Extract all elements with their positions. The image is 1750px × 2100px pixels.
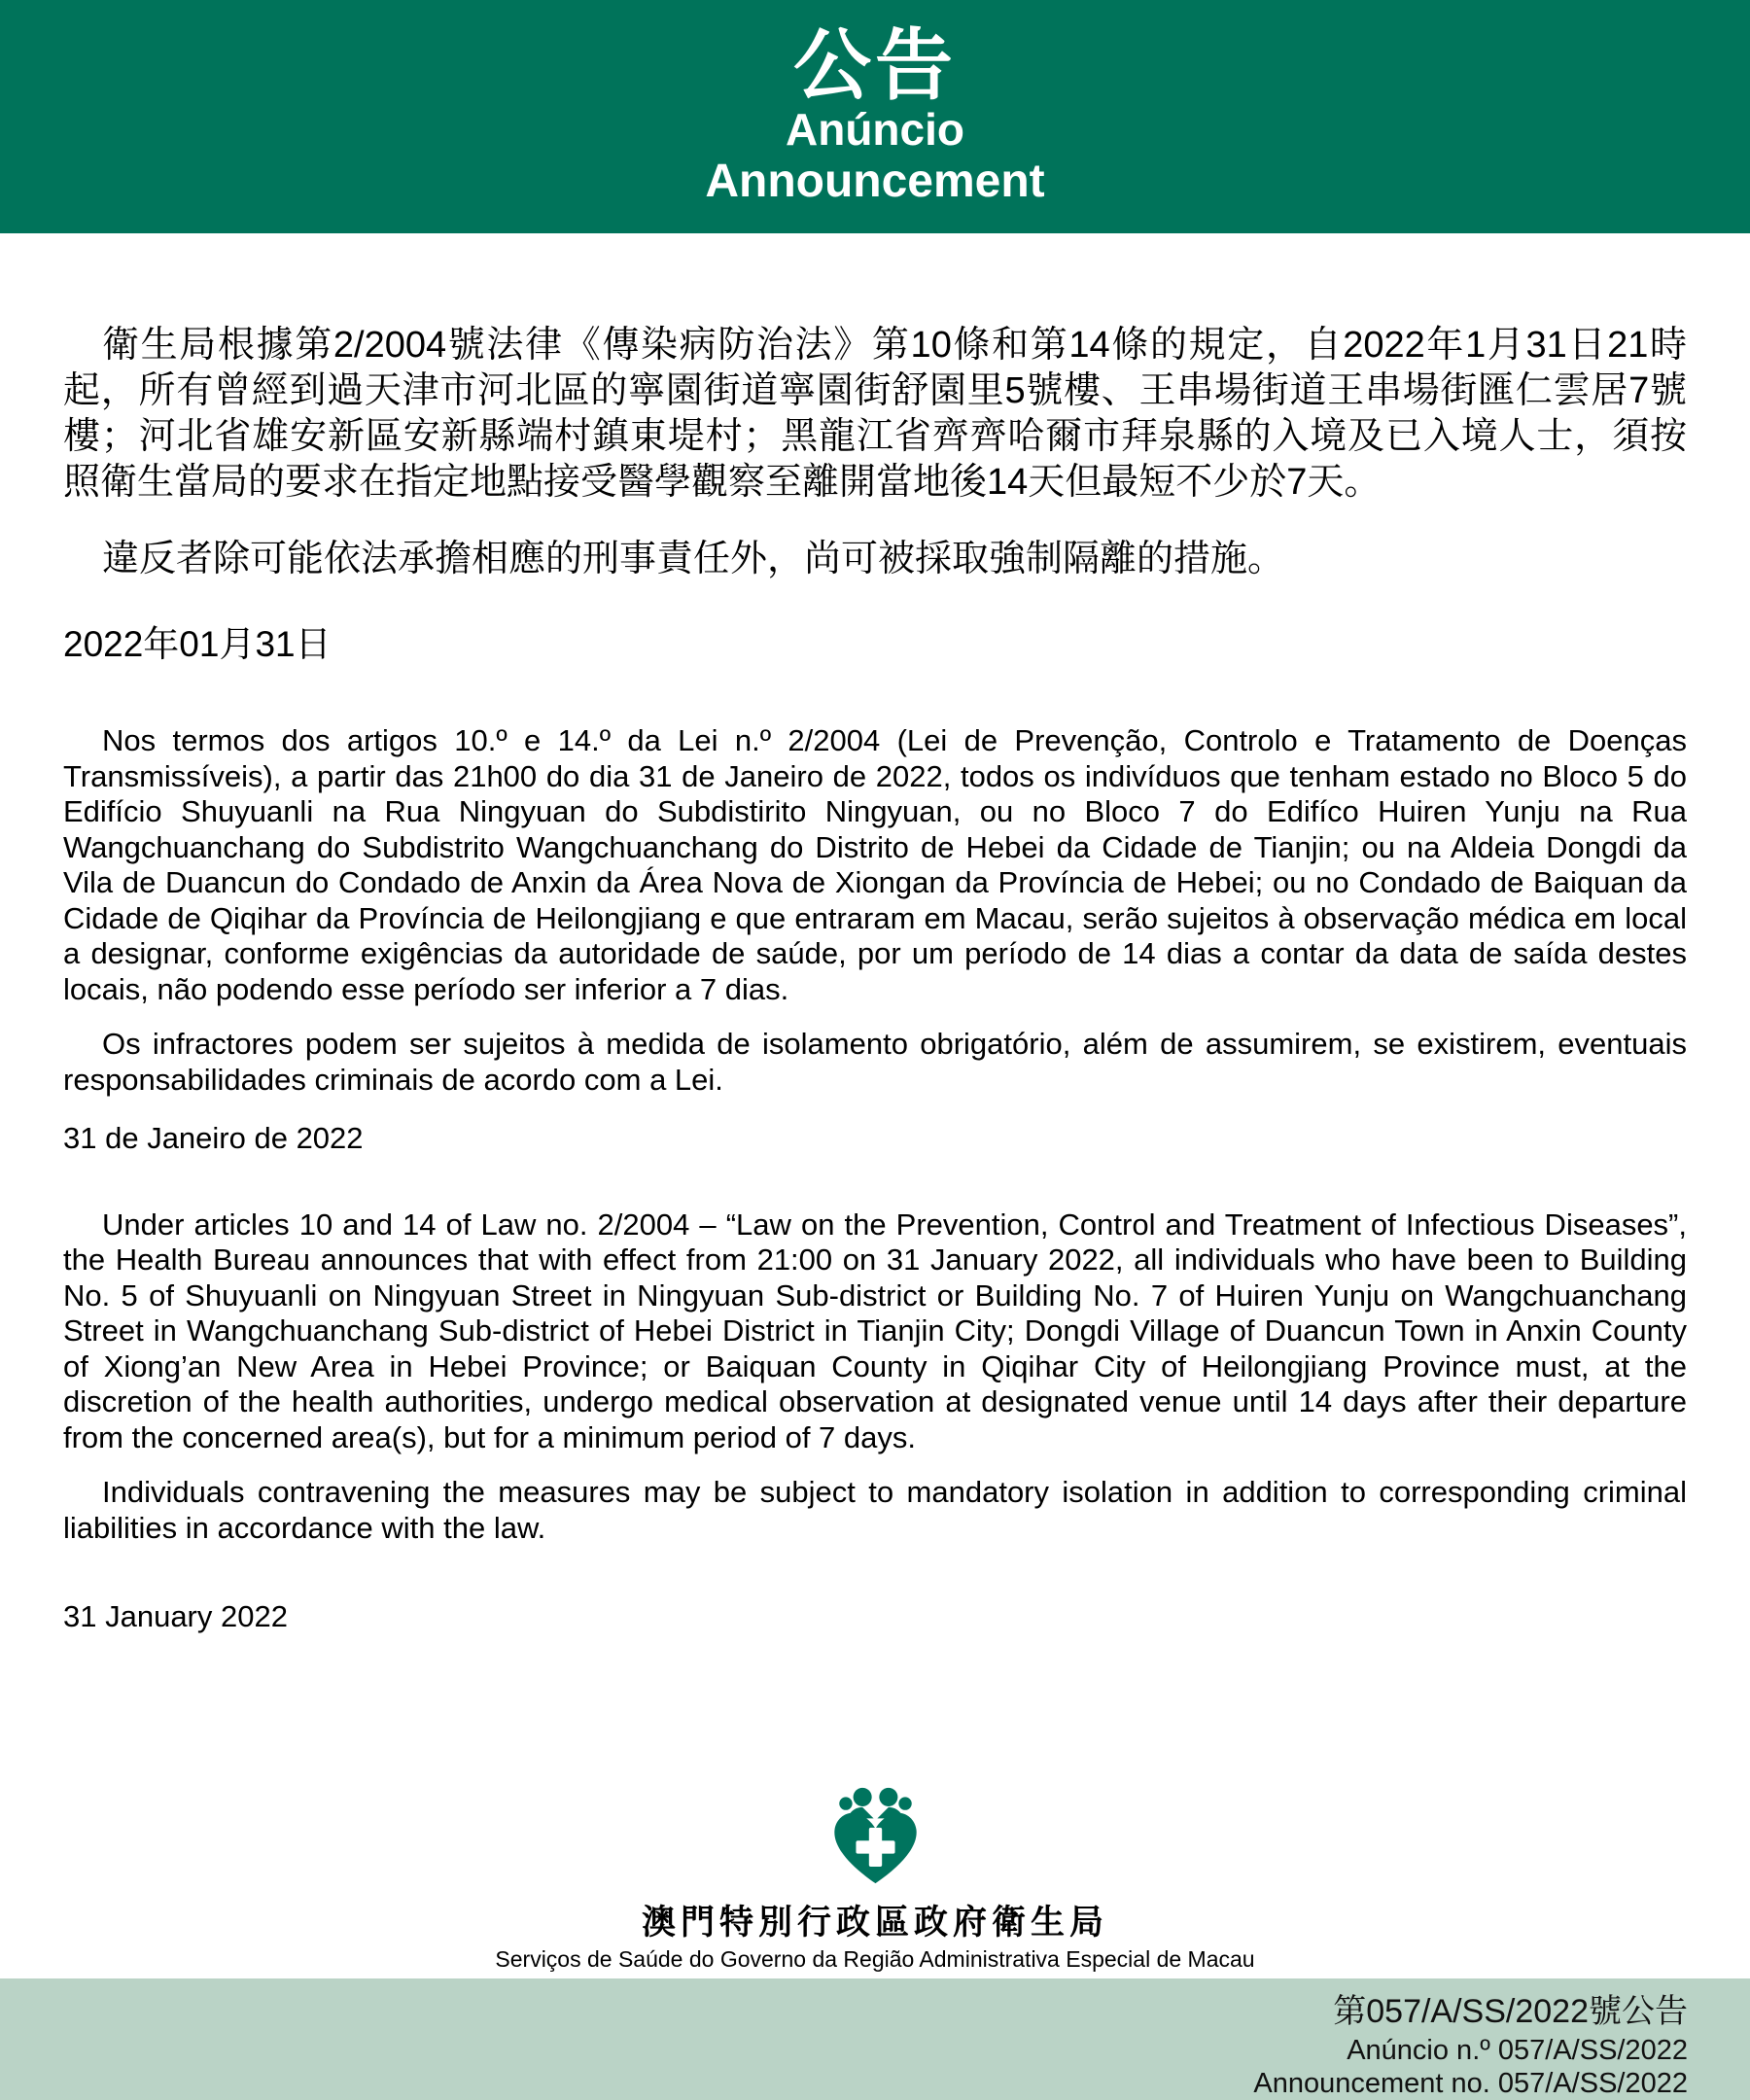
chinese-paragraph-2: 違反者除可能依法承擔相應的刑事責任外，尚可被採取強制隔離的措施。	[102, 539, 1285, 579]
reference-number-chinese: 第057/A/SS/2022號公告	[1333, 1993, 1688, 2030]
english-paragraph-2: Individuals contravening the measures may be subject to mandatory isolation in addition to corresponding criminal liabilities in accordance with the law.	[63, 1475, 1687, 1545]
portuguese-date: 31 de Janeiro de 2022	[63, 1121, 364, 1155]
header-title-chinese: 公告	[793, 21, 957, 109]
header-title-portuguese: Anúncio	[786, 104, 964, 156]
chinese-paragraph-1: 衛生局根據第2/2004號法律《傳染病防治法》第10條和第14條的規定，自2022年1月31日21時起，所有曾經到過天津市河北區的寧園街道寧園街舒園里5號樓、王串場街道王串場街匯仁雲居7號樓；河北省雄安新區安新縣端村鎮東堤村；黑龍江省齊齊哈爾市拜泉縣的入境及已入境人士，須按照衛生當局的要求在指定地點接受醫學觀察至離開當地後14天但最短不少於7天。	[63, 325, 1687, 503]
header-title-english: Announcement	[705, 155, 1045, 207]
reference-number-portuguese: Anúncio n.º 057/A/SS/2022	[1347, 2035, 1688, 2066]
announcement-header-band	[0, 0, 1750, 233]
english-date: 31 January 2022	[63, 1599, 288, 1633]
chinese-date: 2022年01月31日	[63, 624, 332, 664]
footer-org-block	[0, 1785, 1750, 1978]
org-name-chinese: 澳門特別行政區政府衛生局	[641, 1904, 1108, 1942]
english-paragraph-1: Under articles 10 and 14 of Law no. 2/2004 – “Law on the Prevention, Control and Treatment of Infectious Diseases”, the Health Bureau announces that with effect from 21:00 on 31 January 2022, all individuals who have been to Building No. 5 of Shuyuanli on Ningyuan Street in Ningyuan Sub-district or Building No. 7 of Huiren Yunju on Wangchuanchang Street in Wangchuanchang Sub-district of Hebei District in Tianjin City; Dongdi Village of Duancun Town in Anxin County of Xiong’an New Area in Hebei Province; or Baiquan County in Qiqihar City of Heilongjiang Province must, at the discretion of the health authorities, undergo medical observation at designated venue until 14 days after their departure from the concerned area(s), but for a minimum period of 7 days.	[63, 1207, 1687, 1454]
health-bureau-heart-cross-logo-icon	[810, 1785, 941, 1892]
announcement-body	[0, 323, 1750, 1635]
portuguese-paragraph-2: Os infractores podem ser sujeitos à medida de isolamento obrigatório, além de assumirem, se existirem, eventuais responsabilidades criminais de acordo com a Lei.	[63, 1027, 1687, 1097]
reference-number-english: Announcement no. 057/A/SS/2022	[1253, 2068, 1688, 2099]
org-name-portuguese: Serviços de Saúde do Governo da Região Administrativa Especial de Macau	[495, 1946, 1255, 1972]
reference-number-band	[0, 1978, 1750, 2100]
portuguese-paragraph-1: Nos termos dos artigos 10.º e 14.º da Lei n.º 2/2004 (Lei de Prevenção, Controlo e Tratamento de Doenças Transmissíveis), a partir das 21h00 do dia 31 de Janeiro de 2022, todos os indivíduos que tenham estado no Bloco 5 do Edifício Shuyuanli na Rua Ningyuan do Subdistirito Ningyuan, ou no Bloco 7 do Edifíco Huiren Yunju na Rua Wangchuanchang do Subdistrito Wangchuanchang do Distrito de Hebei da Cidade de Tianjin; ou na Aldeia Dongdi da Vila de Duancun do Condado de Anxin da Área Nova de Xiongan da Província de Hebei; ou no Condado de Baiquan da Cidade de Qiqihar da Província de Heilongjiang e que entraram em Macau, serão sujeitos à observação médica em local a designar, conforme exigências da autoridade de saúde, por um período de 14 dias a contar da data de saída destes locais, não podendo esse período ser inferior a 7 dias.	[63, 723, 1687, 1006]
